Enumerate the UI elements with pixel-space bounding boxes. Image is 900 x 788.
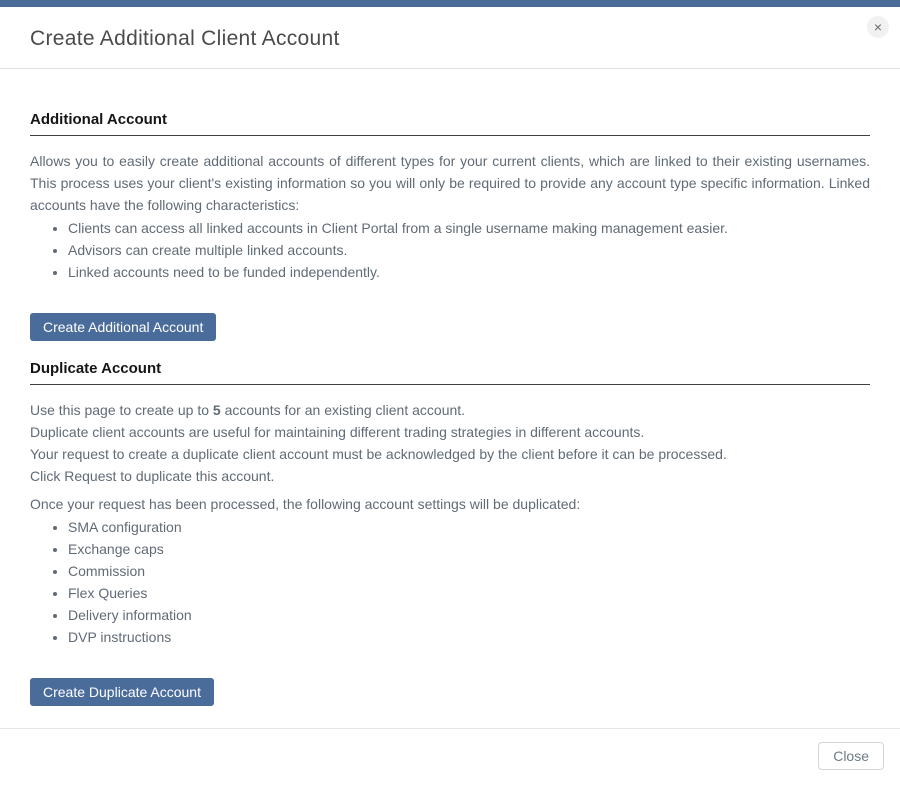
max-accounts-count: 5 <box>212 402 221 418</box>
bullet-item: • Commission <box>68 560 870 582</box>
close-icon[interactable]: × <box>867 16 889 38</box>
bullet-item: • Clients can access all linked accounts in Client Portal from a single username making management easier. <box>68 217 870 239</box>
modal-body <box>0 69 900 706</box>
duplicate-line-max-accounts <box>30 399 870 421</box>
close-button[interactable]: Close <box>818 742 884 770</box>
bullet-item: • Delivery information <box>68 604 870 626</box>
bullet-item: • SMA configuration <box>68 516 870 538</box>
modal-footer <box>0 728 900 783</box>
additional-account-intro: Allows you to easily create additional accounts of different types for your current clients, which are linked to their existing usernames. This process uses your client's existing information so you will only be required to provide any account type specific information. Linked accounts have the following characteristics: <box>30 153 870 213</box>
duplicate-processed-intro: Once your request has been processed, the following account settings will be duplicated: <box>30 496 581 512</box>
duplicate-line-acknowledged: Your request to create a duplicate client account must be acknowledged by the client before it can be processed. <box>30 446 727 462</box>
text-run: accounts for an existing client account. <box>220 402 466 418</box>
text-run: Use this page to create up to <box>30 402 213 418</box>
bullet-item: • Flex Queries <box>68 582 870 604</box>
modal-header <box>0 7 900 69</box>
create-additional-client-account-modal <box>0 7 900 783</box>
bullet-item: • DVP instructions <box>68 626 870 648</box>
bullet-item: • Linked accounts need to be funded independently. <box>68 261 870 283</box>
section-divider <box>30 384 870 385</box>
duplicate-account-text <box>30 399 870 487</box>
section-divider <box>30 135 870 136</box>
create-duplicate-account-button[interactable]: Create Duplicate Account <box>30 678 214 706</box>
page-top-bar <box>0 0 900 7</box>
additional-account-heading: Additional Account <box>30 111 167 128</box>
duplicate-line-strategies: Duplicate client accounts are useful for maintaining different trading strategies in different accounts. <box>30 424 645 440</box>
create-additional-account-button[interactable]: Create Additional Account <box>30 313 216 341</box>
additional-account-bullet-list <box>30 217 870 283</box>
duplicate-line-click-request: Click Request to duplicate this account. <box>30 468 275 484</box>
duplicate-account-heading: Duplicate Account <box>30 360 162 377</box>
bullet-item: • Advisors can create multiple linked accounts. <box>68 239 870 261</box>
bullet-item: • Exchange caps <box>68 538 870 560</box>
duplicate-settings-bullet-list <box>30 516 870 648</box>
modal-title: Create Additional Client Account <box>30 27 340 50</box>
